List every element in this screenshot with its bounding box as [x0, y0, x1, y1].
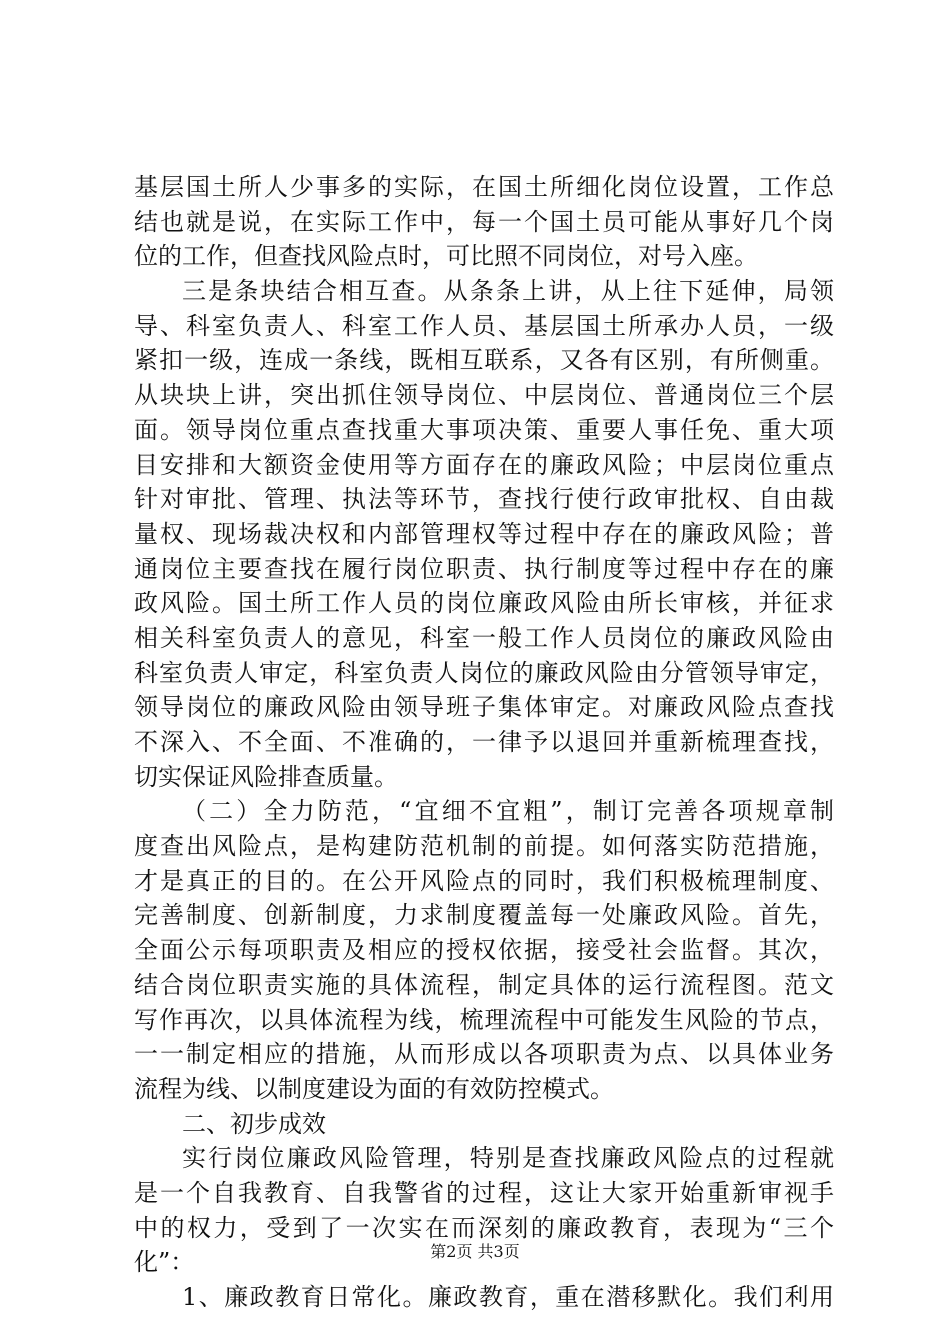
- text-line: 政风险。国土所工作人员的岗位廉政风险由所长审核，并征求: [134, 589, 834, 618]
- text-line: 写作再次，以具体流程为线，梳理流程中可能发生风险的节点，: [134, 1005, 834, 1034]
- page-footer: 第2页 共3页: [430, 1242, 520, 1261]
- text-line: 通岗位主要查找在履行岗位职责、执行制度等过程中存在的廉: [134, 554, 834, 583]
- text-line: 量权、现场裁决权和内部管理权等过程中存在的廉政风险；普: [134, 519, 834, 548]
- text-line: 相关科室负责人的意见，科室一般工作人员岗位的廉政风险由: [134, 623, 834, 652]
- text-line: 度查出风险点，是构建防范机制的前提。如何落实防范措施，: [134, 832, 834, 861]
- text-line: 领导岗位的廉政风险由领导班子集体审定。对廉政风险点查找: [134, 693, 834, 722]
- text-line: 全面公示每项职责及相应的授权依据，接受社会监督。其次，: [134, 936, 834, 965]
- text-line: 一一制定相应的措施，从而形成以各项职责为点、以具体业务: [134, 1040, 834, 1069]
- text-line: 针对审批、管理、执法等环节，查找行使行政审批权、自由裁: [134, 485, 834, 514]
- text-line: 完善制度、创新制度，力求制度覆盖每一处廉政风险。首先，: [134, 901, 834, 930]
- text-line: 才是真正的目的。在公开风险点的同时，我们积极梳理制度、: [134, 866, 834, 895]
- text-line: 三是条块结合相互查。从条条上讲，从上往下延伸，局领: [182, 277, 834, 306]
- text-line: 二、初步成效: [182, 1109, 326, 1138]
- text-line: 化”：: [134, 1248, 195, 1277]
- text-line: 基层国土所人少事多的实际，在国土所细化岗位设置，工作总: [134, 173, 834, 201]
- document-body: [134, 170, 834, 1315]
- text-line: 导、科室负责人、科室工作人员、基层国土所承办人员，一级: [134, 311, 834, 340]
- text-line: 切实保证风险排查质量。: [134, 762, 398, 791]
- text-line: 1、廉政教育日常化。廉政教育，重在潜移默化。我们利用: [182, 1283, 834, 1311]
- text-line: 是一个自我教育、自我警省的过程，这让大家开始重新审视手: [134, 1178, 834, 1207]
- text-line: 目安排和大额资金使用等方面存在的廉政风险；中层岗位重点: [134, 450, 834, 479]
- text-line: 结合岗位职责实施的具体流程，制定具体的运行流程图。范文: [134, 970, 834, 999]
- text-line: 位的工作，但查找风险点时，可比照不同岗位，对号入座。: [134, 242, 758, 271]
- text-line: 紧扣一级，连成一条线，既相互联系，又各有区别，有所侧重。: [134, 346, 834, 375]
- text-line: 面。领导岗位重点查找重大事项决策、重要人事任免、重大项: [134, 415, 834, 444]
- text-line: 不深入、不全面、不准确的，一律予以退回并重新梳理查找，: [134, 728, 834, 756]
- text-line: 结也就是说，在实际工作中，每一个国土员可能从事好几个岗: [134, 207, 834, 236]
- text-line: 科室负责人审定，科室负责人岗位的廉政风险由分管领导审定，: [134, 658, 834, 687]
- text-line: 流程为线、以制度建设为面的有效防控模式。: [134, 1074, 614, 1103]
- text-line: （二）全力防范，“宜细不宜粗”，制订完善各项规章制: [182, 797, 834, 826]
- text-line: 中的权力，受到了一次实在而深刻的廉政教育，表现为“三个: [134, 1213, 834, 1242]
- text-line: 从块块上讲，突出抓住领导岗位、中层岗位、普通岗位三个层: [134, 381, 834, 410]
- text-line: 实行岗位廉政风险管理，特别是查找廉政风险点的过程就: [182, 1144, 834, 1173]
